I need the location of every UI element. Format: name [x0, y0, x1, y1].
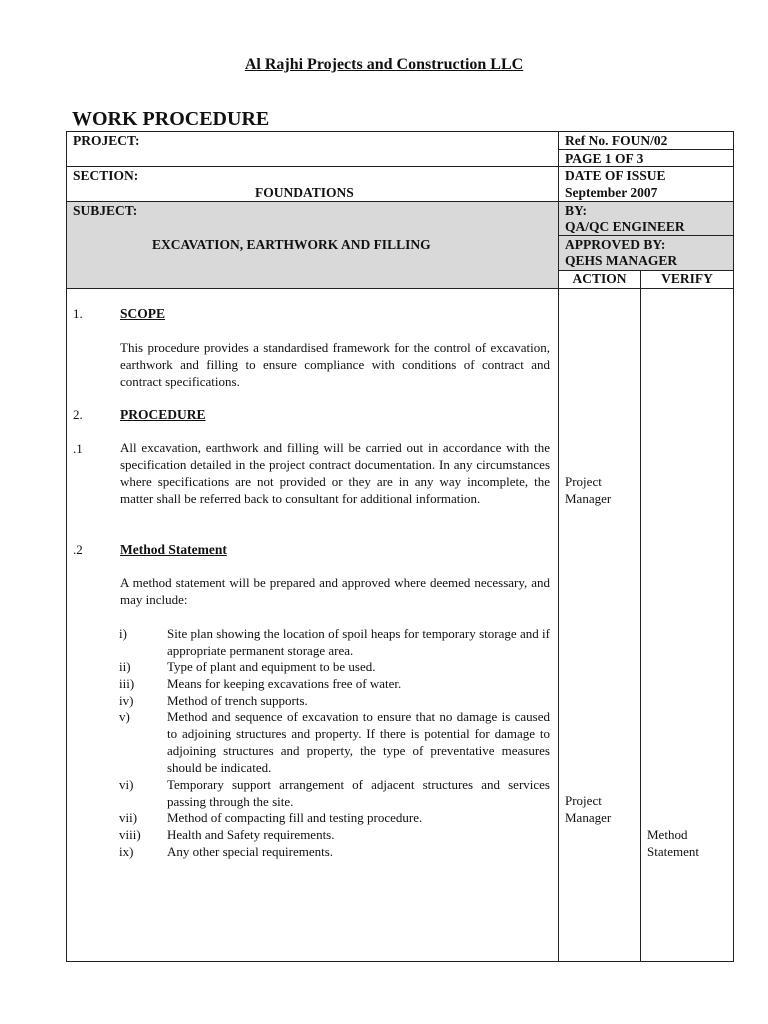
project-label: PROJECT: — [73, 133, 140, 148]
list-item-text: Means for keeping excavations free of water. — [167, 676, 402, 691]
subsection-title-method-statement: Method Statement — [120, 542, 227, 557]
subsection-number: .2 — [73, 542, 83, 557]
list-item-text: Method of compacting fill and testing procedure. — [167, 810, 423, 825]
verify-column-header: VERIFY — [661, 271, 713, 286]
list-item-number: i) — [119, 626, 127, 641]
list-item-number: iii) — [119, 676, 135, 691]
table-border-left — [66, 131, 67, 962]
section-number: 2. — [73, 407, 83, 422]
table-rule — [66, 201, 734, 202]
section-title-procedure: PROCEDURE — [120, 407, 206, 422]
document-title: WORK PROCEDURE — [72, 108, 270, 130]
list-item-number: ii) — [119, 659, 131, 674]
approved-label: APPROVED BY: — [565, 237, 666, 252]
ref-no: Ref No. FOUN/02 — [565, 133, 668, 148]
subject-value: EXCAVATION, EARTHWORK AND FILLING — [152, 237, 431, 252]
list-item-text: Temporary support arrangement of adjacent structures and services passing through the site. — [167, 777, 550, 809]
table-border-right — [733, 131, 734, 962]
table-rule — [66, 288, 734, 289]
approved-value: QEHS MANAGER — [565, 253, 678, 268]
list-item-number: v) — [119, 709, 130, 724]
list-item-text: Method and sequence of excavation to ensure that no damage is caused to adjoining structures and property. If there is potential for damage to adjoining structures and property, the type of preventative measures should be indicated. — [167, 709, 550, 775]
company-name: Al Rajhi Projects and Construction LLC — [244, 56, 524, 73]
by-label: BY: — [565, 203, 588, 218]
list-item-number: viii) — [119, 827, 141, 842]
list-item-number: ix) — [119, 844, 134, 859]
section-label: SECTION: — [73, 168, 139, 183]
section-number: 1. — [73, 306, 83, 321]
list-item-number: vi) — [119, 777, 134, 792]
page-number: PAGE 1 OF 3 — [565, 151, 644, 166]
subsection-number: .1 — [73, 441, 83, 456]
date-value: September 2007 — [565, 185, 658, 200]
table-divider — [640, 270, 641, 962]
method-statement-paragraph: A method statement will be prepared and approved where deemed necessary, and may include: — [120, 575, 550, 607]
by-value: QA/QC ENGINEER — [565, 219, 685, 234]
table-border-bottom — [66, 961, 734, 962]
action-column-header: ACTION — [572, 271, 627, 286]
section-value: FOUNDATIONS — [255, 185, 354, 200]
list-item-number: vii) — [119, 810, 138, 825]
list-item-text: Any other special requirements. — [167, 844, 334, 859]
action-cell: Project Manager — [565, 793, 612, 825]
section-title-scope: SCOPE — [120, 306, 166, 321]
list-item-text: Health and Safety requirements. — [167, 827, 335, 842]
date-label: DATE OF ISSUE — [565, 168, 666, 183]
list-item-text: Type of plant and equipment to be used. — [167, 659, 376, 674]
list-item-text: Method of trench supports. — [167, 693, 308, 708]
verify-cell: Method Statement — [647, 827, 699, 859]
procedure-paragraph: All excavation, earthwork and filling will be carried out in accordance with the specification detailed in the project contract documentation. In any circumstances where specifications are not provided or they are in any way incomplete, the matter shall be referred back to consultant for additional information. — [120, 440, 550, 506]
list-item-number: iv) — [119, 693, 134, 708]
scope-paragraph: This procedure provides a standardised framework for the control of excavation, earthwork and filling to ensure compliance with conditions of contract and contract specifications. — [120, 340, 550, 389]
list-item-text: Site plan showing the location of spoil heaps for temporary storage and if appropriate permanent storage area. — [167, 626, 550, 658]
subject-label: SUBJECT: — [73, 203, 138, 218]
table-divider — [558, 131, 559, 962]
action-cell: Project Manager — [565, 474, 612, 506]
